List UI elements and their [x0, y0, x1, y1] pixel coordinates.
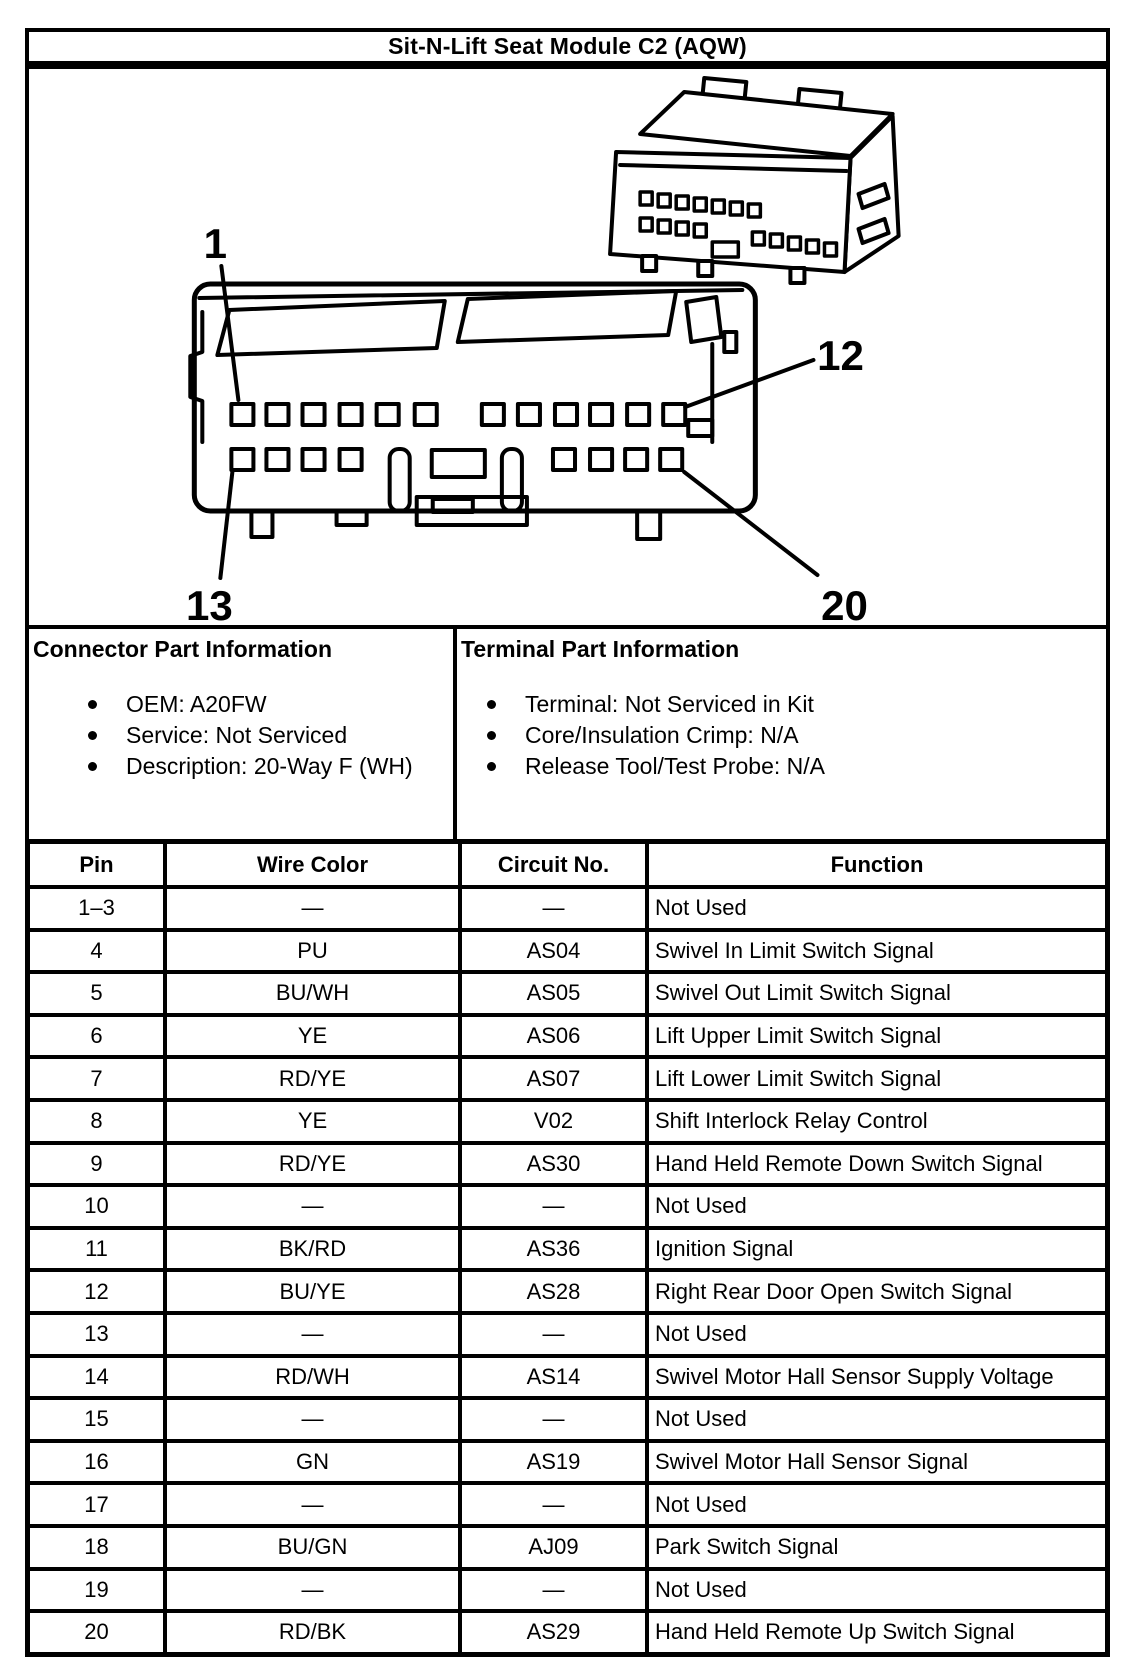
table-row: [30, 1481, 1105, 1524]
table-row: [30, 1141, 1105, 1184]
circuit-no-cell: —: [458, 1187, 645, 1226]
function-cell: Hand Held Remote Down Switch Signal: [645, 1145, 1105, 1184]
wire-color-cell: —: [163, 1400, 458, 1439]
circuit-no-cell: AS07: [458, 1059, 645, 1098]
function-cell: Hand Held Remote Up Switch Signal: [645, 1613, 1105, 1652]
wire-color-cell: PU: [163, 932, 458, 971]
bullet-icon: [487, 731, 496, 740]
wire-color-cell: RD/BK: [163, 1613, 458, 1652]
circuit-no-cell: —: [458, 889, 645, 928]
circuit-no-cell: —: [458, 1315, 645, 1354]
callout-pin-20: 20: [821, 582, 868, 625]
bullet-item: [461, 751, 1102, 782]
table-row: [30, 1226, 1105, 1269]
circuit-no-cell: AS29: [458, 1613, 645, 1652]
pin-cell: 4: [90, 937, 103, 963]
connector-drawing: [29, 69, 1106, 625]
table-header-row: [30, 844, 1105, 885]
pin-cell: 15: [84, 1406, 109, 1432]
wire-color-cell: BK/RD: [163, 1230, 458, 1269]
callout-pin-12: 12: [817, 332, 864, 379]
function-cell: Lift Upper Limit Switch Signal: [645, 1017, 1105, 1056]
bullet-icon: [487, 762, 496, 771]
function-cell: Shift Interlock Relay Control: [645, 1102, 1105, 1141]
bullet-icon: [88, 700, 97, 709]
wire-color-cell: RD/WH: [163, 1358, 458, 1397]
wire-color-cell: —: [163, 1571, 458, 1610]
callout-pin-13: 13: [185, 582, 233, 625]
bullet-icon: [487, 700, 496, 709]
function-cell: Not Used: [645, 1485, 1105, 1524]
bullet-item: [33, 720, 449, 751]
bullet-icon: [88, 731, 97, 740]
pin-cell: 12: [84, 1278, 109, 1304]
circuit-no-cell: AS14: [458, 1358, 645, 1397]
table-row: [30, 1609, 1105, 1652]
circuit-no-cell: AS04: [458, 932, 645, 971]
part-information-section: [25, 625, 1110, 843]
circuit-no-cell: AS06: [458, 1017, 645, 1056]
bullet-item: [33, 689, 449, 720]
bullet-text: OEM: A20FW: [126, 691, 267, 717]
bullet-text: Description: 20-Way F (WH): [126, 753, 413, 779]
circuit-no-cell: —: [458, 1485, 645, 1524]
wire-color-cell: —: [163, 1485, 458, 1524]
column-header-wire: Wire Color: [163, 844, 458, 885]
pin-cell: 5: [90, 980, 103, 1006]
table-row: [30, 1311, 1105, 1354]
bullet-text: Terminal: Not Serviced in Kit: [525, 691, 814, 717]
pin-cell: 6: [90, 1023, 103, 1049]
function-cell: Swivel Out Limit Switch Signal: [645, 974, 1105, 1013]
wire-color-cell: BU/YE: [163, 1272, 458, 1311]
pin-cell: 14: [84, 1363, 109, 1389]
connector-part-info-list: [33, 689, 449, 782]
table-row: [30, 1354, 1105, 1397]
table-row: [30, 1013, 1105, 1056]
circuit-no-cell: AS28: [458, 1272, 645, 1311]
table-row: [30, 1524, 1105, 1567]
function-cell: Swivel Motor Hall Sensor Supply Voltage: [645, 1358, 1105, 1397]
bullet-text: Core/Insulation Crimp: N/A: [525, 722, 799, 748]
wire-color-cell: —: [163, 1315, 458, 1354]
pinout-table: [25, 839, 1110, 1657]
bullet-item: [461, 720, 1102, 751]
pin-cell: 13: [84, 1321, 109, 1347]
pin-cell: 19: [84, 1576, 109, 1602]
pin-cell: 8: [90, 1108, 103, 1134]
bullet-icon: [88, 762, 97, 771]
function-cell: Park Switch Signal: [645, 1528, 1105, 1567]
circuit-no-cell: V02: [458, 1102, 645, 1141]
table-row: [30, 1439, 1105, 1482]
function-cell: Right Rear Door Open Switch Signal: [645, 1272, 1105, 1311]
function-cell: Lift Lower Limit Switch Signal: [645, 1059, 1105, 1098]
table-row: [30, 1567, 1105, 1610]
page-title: Sit-N-Lift Seat Module C2 (AQW): [25, 28, 1110, 65]
table-row: [30, 1055, 1105, 1098]
manual-page: [25, 28, 1110, 1657]
callout-pin-1: 1: [203, 220, 228, 267]
table-row: [30, 928, 1105, 971]
pin-cell: 18: [84, 1534, 109, 1560]
connector-part-info-heading: Connector Part Information: [33, 636, 333, 662]
terminal-part-info: [453, 625, 1110, 843]
pin-cell: 1–3: [78, 895, 115, 921]
wire-color-cell: YE: [163, 1017, 458, 1056]
table-row: [30, 1268, 1105, 1311]
table-row: [30, 885, 1105, 928]
function-cell: Not Used: [645, 1571, 1105, 1610]
pin-cell: 9: [90, 1150, 103, 1176]
wire-color-cell: —: [163, 1187, 458, 1226]
connector-diagram-figure: [25, 65, 1110, 629]
wire-color-cell: —: [163, 889, 458, 928]
pin-cell: 16: [84, 1449, 109, 1475]
circuit-no-cell: AS05: [458, 974, 645, 1013]
bullet-text: Release Tool/Test Probe: N/A: [525, 753, 826, 779]
circuit-no-cell: AS30: [458, 1145, 645, 1184]
connector-part-info: [25, 625, 457, 843]
function-cell: Swivel In Limit Switch Signal: [645, 932, 1105, 971]
wire-color-cell: YE: [163, 1102, 458, 1141]
table-row: [30, 1098, 1105, 1141]
pin-cell: 7: [90, 1065, 103, 1091]
circuit-no-cell: —: [458, 1571, 645, 1610]
pin-cell: 11: [85, 1236, 108, 1262]
function-cell: Ignition Signal: [645, 1230, 1105, 1269]
bullet-item: [33, 751, 449, 782]
function-cell: Not Used: [645, 1187, 1105, 1226]
table-row: [30, 1396, 1105, 1439]
table-row: [30, 1183, 1105, 1226]
circuit-no-cell: AS19: [458, 1443, 645, 1482]
table-row: [30, 970, 1105, 1013]
function-cell: Not Used: [645, 1400, 1105, 1439]
wire-color-cell: RD/YE: [163, 1059, 458, 1098]
column-header-pin: Pin: [79, 851, 114, 877]
bullet-item: [461, 689, 1102, 720]
terminal-part-info-heading: Terminal Part Information: [461, 636, 740, 662]
column-header-circuit: Circuit No.: [458, 844, 645, 885]
circuit-no-cell: AJ09: [458, 1528, 645, 1567]
pin-cell: 20: [84, 1619, 109, 1645]
pin-cell: 17: [84, 1491, 109, 1517]
bullet-text: Service: Not Serviced: [126, 722, 348, 748]
terminal-part-info-list: [461, 689, 1102, 782]
connector-3d-view: [610, 78, 899, 283]
wire-color-cell: BU/GN: [163, 1528, 458, 1567]
function-cell: Swivel Motor Hall Sensor Signal: [645, 1443, 1105, 1482]
table-body: [30, 885, 1105, 1652]
wire-color-cell: GN: [163, 1443, 458, 1482]
function-cell: Not Used: [645, 889, 1105, 928]
pin-cell: 10: [84, 1193, 109, 1219]
wire-color-cell: RD/YE: [163, 1145, 458, 1184]
circuit-no-cell: AS36: [458, 1230, 645, 1269]
column-header-function: Function: [645, 844, 1105, 885]
circuit-no-cell: —: [458, 1400, 645, 1439]
connector-front-view: [190, 284, 755, 539]
wire-color-cell: BU/WH: [163, 974, 458, 1013]
function-cell: Not Used: [645, 1315, 1105, 1354]
